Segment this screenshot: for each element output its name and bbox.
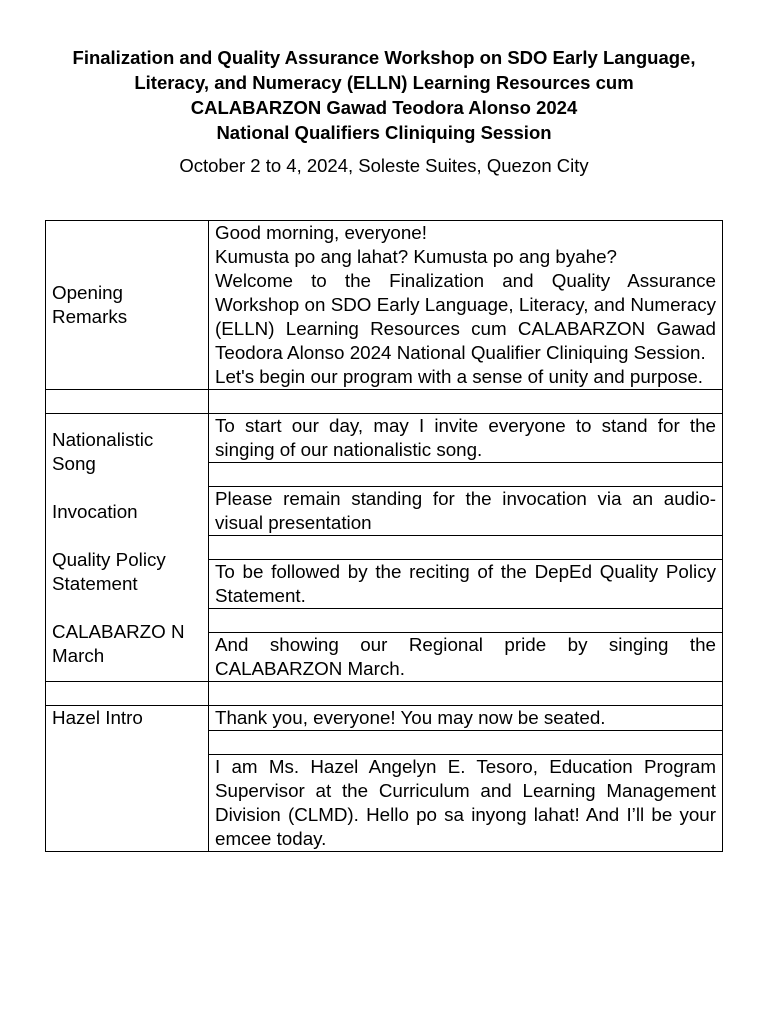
segment-label: CALABARZO N March (52, 620, 185, 666)
segment-cell-intro (46, 706, 209, 852)
table-row-spacer (46, 682, 723, 706)
table-row (46, 414, 723, 463)
program-script-table (45, 220, 723, 852)
title-line-3: CALABARZON Gawad Teodora Alonso 2024 (190, 97, 578, 118)
empty-cell (209, 682, 723, 706)
script-line: Thank you, everyone! You may now be seated. (209, 706, 723, 731)
empty-cell (46, 390, 209, 414)
table-row (46, 706, 723, 731)
segment-label: Quality Policy Statement (52, 548, 166, 594)
script-paragraph: Let's begin our program with a sense of unity and purpose. (215, 366, 704, 387)
script-cell-opening (209, 221, 723, 390)
script-line: And showing our Regional pride by singing the CALABARZON March. (209, 633, 723, 682)
empty-cell (209, 390, 723, 414)
table-row-spacer (46, 390, 723, 414)
script-paragraph: Good morning, everyone! (215, 222, 427, 243)
segment-cell-opening (46, 221, 209, 390)
segment-label: Nationalistic Song (52, 428, 154, 474)
script-paragraph: Kumusta po ang lahat? Kumusta po ang byahe? (215, 246, 617, 267)
document-header (0, 45, 768, 178)
segment-label: Opening Remarks (52, 282, 128, 327)
script-line: To be followed by the reciting of the DepEd Quality Policy Statement. (209, 560, 723, 609)
event-date-venue: October 2 to 4, 2024, Soleste Suites, Quezon City (179, 155, 589, 176)
empty-cell (209, 731, 723, 755)
table-row (46, 221, 723, 390)
segment-label: Hazel Intro (52, 707, 143, 728)
empty-cell (46, 682, 209, 706)
segment-label: Invocation (52, 500, 138, 522)
empty-cell (209, 463, 723, 487)
segment-cell-ceremonies (46, 414, 209, 682)
script-line: Please remain standing for the invocation via an audio-visual presentation (209, 487, 723, 536)
empty-cell (209, 536, 723, 560)
title-line-1: Finalization and Quality Assurance Workshop on SDO Early Language, (72, 47, 696, 68)
script-paragraph: Welcome to the Finalization and Quality Assurance Workshop on SDO Early Language, Literacy, and Numeracy (ELLN) Learning Resources cum CALABARZON Gawad Teodora Alonso 2024 National Qualifier Cliniquing Session. (215, 270, 716, 363)
empty-cell (209, 609, 723, 633)
script-line: To start our day, may I invite everyone to stand for the singing of our nationalistic song. (209, 414, 723, 463)
title-line-4: National Qualifiers Cliniquing Session (216, 122, 552, 143)
title-line-2: Literacy, and Numeracy (ELLN) Learning Resources cum (134, 72, 634, 93)
script-line: I am Ms. Hazel Angelyn E. Tesoro, Education Program Supervisor at the Curriculum and Learning Management Division (CLMD). Hello po sa inyong lahat! And I’ll be your emcee today. (209, 755, 723, 852)
